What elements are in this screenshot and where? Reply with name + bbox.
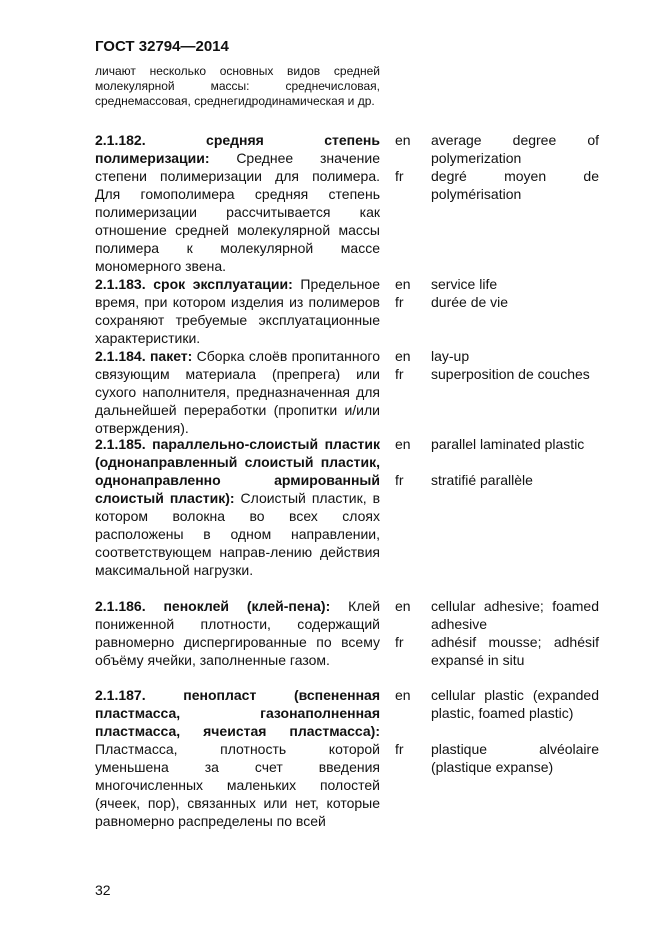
lang-en: en <box>395 436 411 452</box>
equivalent-fr: durée de vie <box>431 294 509 310</box>
equivalent-en: cellular plastic (expanded plastic, foamed plastic) <box>431 687 599 721</box>
lang-en: en <box>395 598 411 614</box>
term-number: 2.1.183. <box>95 276 146 292</box>
lang-fr: fr <box>395 294 404 310</box>
lang-fr: fr <box>395 741 404 757</box>
continuation-text: личают несколько основных видов средней молекулярной массы: среднечисловая, среднемассовая, среднегидродинамическая и др. <box>95 64 380 108</box>
lang-fr: fr <box>395 472 404 488</box>
term-number: 2.1.182. <box>95 132 146 148</box>
lang-en: en <box>395 348 411 364</box>
equivalent-en: average degree of polymerization <box>431 132 599 166</box>
lang-fr: fr <box>395 634 404 650</box>
equivalent-en: lay-up <box>431 348 470 364</box>
term-text <box>95 131 380 275</box>
lang-fr: fr <box>395 168 404 184</box>
term-definition: Среднее значение степени полимеризации для полимера. Для гомополимера средняя степень полимеризации рассчитывается как отношение средней молекулярной массы полимера к молекулярной массе мономерного звена. <box>95 150 380 274</box>
term-definition: Предельное время, при котором изделия из полимеров сохраняют требуемые эксплуатационные характеристики. <box>95 276 380 346</box>
term-number: 2.1.184. <box>95 348 146 364</box>
equivalent-fr: superposition de couches <box>431 366 590 382</box>
lang-en: en <box>395 276 411 292</box>
term-text <box>95 686 380 830</box>
equivalent-fr: degré moyen de polymérisation <box>431 168 599 202</box>
equivalent-fr: stratifié parallèle <box>431 472 533 488</box>
term-text <box>95 275 380 347</box>
term-name: пенопласт (вспененная пластмасса, газонаполненная пластмасса, ячеистая пластмасса): <box>95 687 380 739</box>
term-number: 2.1.185. <box>95 436 146 452</box>
lang-en: en <box>395 132 411 148</box>
equivalent-en: service life <box>431 276 498 292</box>
term-text <box>95 347 380 437</box>
term-text <box>95 597 380 669</box>
equivalent-fr: adhésif mousse; adhésif expansé in situ <box>431 634 599 668</box>
term-name: пакет: <box>149 348 193 364</box>
term-definition: Сборка слоёв пропитанного связующим материала (препрега) или сухого наполнителя, предназначенная для дальнейшей переработки (пропитки и/или отверждения). <box>95 348 381 436</box>
term-name: срок эксплуатации: <box>153 276 293 292</box>
document-header: ГОСТ 32794—2014 <box>95 38 229 55</box>
equivalent-fr: plastique alvéolaire (plastique expanse) <box>431 741 599 775</box>
term-number: 2.1.186. <box>95 598 146 614</box>
term-name: средняя степень полимеризации: <box>95 132 380 166</box>
term-name: параллельно-слоистый пластик (однонаправленный слоистый пластик, однонаправленно армированный слоистый пластик): <box>95 436 380 506</box>
equivalent-en: cellular adhesive; foamed adhesive <box>431 598 599 632</box>
term-text <box>95 435 380 579</box>
lang-en: en <box>395 687 411 703</box>
term-number: 2.1.187. <box>95 687 146 703</box>
term-name: пеноклей (клей-пена): <box>163 598 331 614</box>
term-definition: Слоистый пластик, в котором волокна во всех слоях расположены в одном направлении, соответствующем направ-лению действия максимальной нагрузки. <box>95 490 381 578</box>
term-definition: Клей пониженной плотности, содержащий равномерно диспергированные по всему объёму ячейки, заполненные газом. <box>95 598 381 668</box>
equivalent-en: parallel laminated plastic <box>431 436 585 452</box>
term-definition: Пластмасса, плотность которой уменьшена за счет введения многочисленных маленьких полостей (ячеек, пор), связанных или нет, которые равномерно распределены по всей <box>95 741 380 829</box>
page-number: 32 <box>95 882 111 898</box>
lang-fr: fr <box>395 366 404 382</box>
